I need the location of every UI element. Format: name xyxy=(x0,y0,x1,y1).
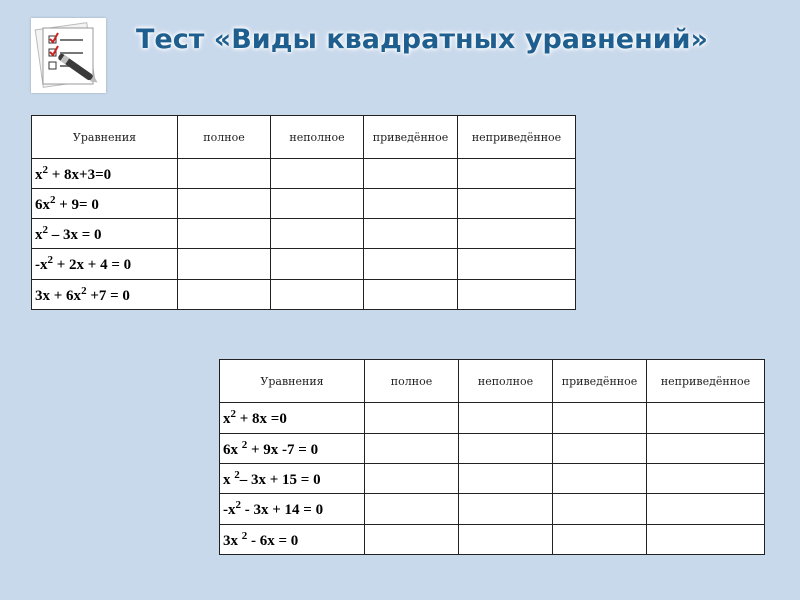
equation-cell: $-x^2 + 2x + 4 = 0$ xyxy=(32,249,178,280)
answer-cell[interactable] xyxy=(271,189,364,219)
header-unreduced: неприведённое xyxy=(458,116,576,159)
answer-cell[interactable] xyxy=(365,403,459,434)
table-row xyxy=(220,464,765,494)
table-row xyxy=(32,219,576,249)
header-full: полное xyxy=(178,116,271,159)
answer-cell[interactable] xyxy=(458,219,576,249)
table-header-row xyxy=(32,116,576,159)
answer-cell[interactable] xyxy=(458,189,576,219)
table-row xyxy=(220,494,765,525)
header-unreduced: неприведённое xyxy=(647,360,765,403)
answer-cell[interactable] xyxy=(365,464,459,494)
answer-cell[interactable] xyxy=(178,219,271,249)
answer-cell[interactable] xyxy=(364,189,458,219)
answer-cell[interactable] xyxy=(458,159,576,189)
equation-cell: $6x^2 + 9= 0$ xyxy=(32,189,178,219)
equation-cell: 6x $^2$ + 9x -7 = 0 xyxy=(220,434,365,464)
answer-cell[interactable] xyxy=(647,464,765,494)
table-row xyxy=(32,189,576,219)
answer-cell[interactable] xyxy=(178,249,271,280)
table-header-row xyxy=(220,360,765,403)
equation-cell: $x^2 + 8x+3=0$ xyxy=(32,159,178,189)
answer-cell[interactable] xyxy=(647,403,765,434)
answer-cell[interactable] xyxy=(271,280,364,310)
checklist-with-pen-icon xyxy=(31,18,106,93)
answer-cell[interactable] xyxy=(365,525,459,555)
header-equations: Уравнения xyxy=(220,360,365,403)
table-row xyxy=(32,159,576,189)
page-title: Тест «Виды квадратных уравнений» xyxy=(136,24,708,55)
table-row xyxy=(220,403,765,434)
equation-cell: 3x $^2$ - 6x = 0 xyxy=(220,525,365,555)
equation-cell: $x^2 + 8x =0$ xyxy=(220,403,365,434)
answer-cell[interactable] xyxy=(458,280,576,310)
answer-cell[interactable] xyxy=(364,280,458,310)
table-row xyxy=(32,249,576,280)
equation-cell: x $^2$– 3x + 15 = 0 xyxy=(220,464,365,494)
answer-cell[interactable] xyxy=(553,525,647,555)
header-full: полное xyxy=(365,360,459,403)
table-row xyxy=(220,525,765,555)
table-row xyxy=(32,280,576,310)
answer-cell[interactable] xyxy=(271,249,364,280)
header-reduced: приведённое xyxy=(553,360,647,403)
header-reduced: приведённое xyxy=(364,116,458,159)
answer-cell[interactable] xyxy=(459,403,553,434)
header-equations: Уравнения xyxy=(32,116,178,159)
equations-table-1 xyxy=(31,115,576,310)
answer-cell[interactable] xyxy=(365,434,459,464)
equations-table-2 xyxy=(219,359,765,555)
equation-cell: $-x^2 - 3x + 14 = 0$ xyxy=(220,494,365,525)
header-incomplete: неполное xyxy=(459,360,553,403)
answer-cell[interactable] xyxy=(459,434,553,464)
answer-cell[interactable] xyxy=(178,280,271,310)
answer-cell[interactable] xyxy=(364,159,458,189)
answer-cell[interactable] xyxy=(458,249,576,280)
answer-cell[interactable] xyxy=(553,494,647,525)
answer-cell[interactable] xyxy=(178,159,271,189)
answer-cell[interactable] xyxy=(271,219,364,249)
answer-cell[interactable] xyxy=(178,189,271,219)
equation-cell: $3x + 6x^2 +7 = 0$ xyxy=(32,280,178,310)
answer-cell[interactable] xyxy=(365,494,459,525)
answer-cell[interactable] xyxy=(459,525,553,555)
answer-cell[interactable] xyxy=(553,434,647,464)
answer-cell[interactable] xyxy=(647,494,765,525)
answer-cell[interactable] xyxy=(553,464,647,494)
table-row xyxy=(220,434,765,464)
answer-cell[interactable] xyxy=(271,159,364,189)
answer-cell[interactable] xyxy=(647,434,765,464)
equation-cell: $x^2 - 3x = 0$ xyxy=(32,219,178,249)
answer-cell[interactable] xyxy=(553,403,647,434)
header-incomplete: неполное xyxy=(271,116,364,159)
answer-cell[interactable] xyxy=(459,494,553,525)
answer-cell[interactable] xyxy=(364,219,458,249)
answer-cell[interactable] xyxy=(647,525,765,555)
answer-cell[interactable] xyxy=(364,249,458,280)
answer-cell[interactable] xyxy=(459,464,553,494)
